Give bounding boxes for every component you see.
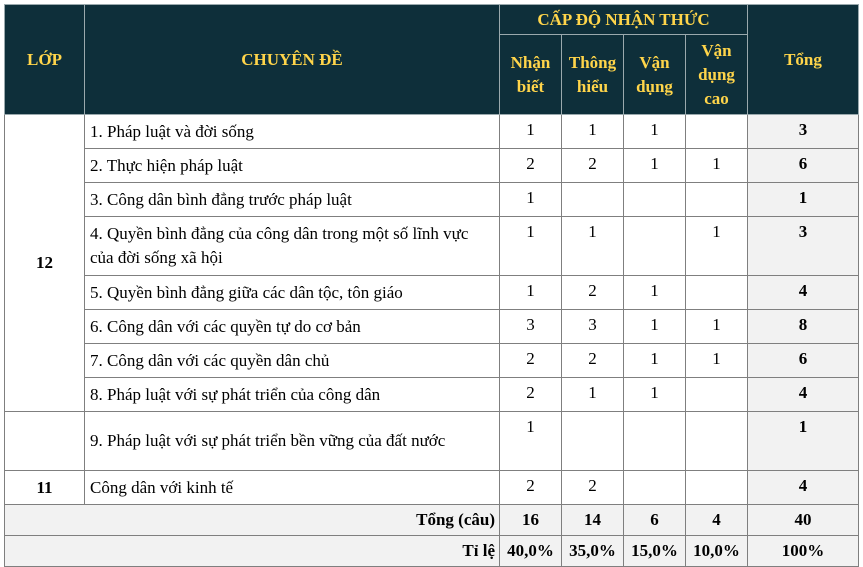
topic-cell: 3. Công dân bình đẳng trước pháp luật — [85, 183, 500, 217]
table-row — [5, 183, 859, 217]
table-row — [5, 217, 859, 276]
van-dung-cao-cell: 1 — [686, 344, 748, 378]
tong-cell: 6 — [748, 344, 859, 378]
nhan-biet-cell: 2 — [500, 344, 562, 378]
nhan-biet-cell: 2 — [500, 471, 562, 505]
ti-le-nhan-biet: 40,0% — [500, 536, 562, 567]
topic-cell: 4. Quyền bình đẳng của công dân trong một số lĩnh vực của đời sống xã hội — [85, 217, 500, 276]
thong-hieu-cell: 1 — [562, 115, 624, 149]
table-row — [5, 115, 859, 149]
tong-cell: 3 — [748, 115, 859, 149]
nhan-biet-cell: 2 — [500, 149, 562, 183]
thong-hieu-cell: 2 — [562, 344, 624, 378]
table-row — [5, 344, 859, 378]
topic-cell: 7. Công dân với các quyền dân chủ — [85, 344, 500, 378]
tong-cell: 1 — [748, 412, 859, 471]
ti-le-label: Tỉ lệ — [5, 536, 500, 567]
van-dung-cao-cell — [686, 183, 748, 217]
van-dung-cell: 1 — [624, 344, 686, 378]
tong-van-dung-cao: 4 — [686, 505, 748, 536]
van-dung-cao-cell — [686, 412, 748, 471]
tong-van-dung: 6 — [624, 505, 686, 536]
van-dung-cell: 1 — [624, 115, 686, 149]
thong-hieu-cell — [562, 183, 624, 217]
van-dung-cell: 1 — [624, 378, 686, 412]
header-nhan-biet: Nhận biết — [500, 35, 562, 115]
table-row — [5, 412, 859, 471]
ti-le-row — [5, 536, 859, 567]
thong-hieu-cell: 2 — [562, 276, 624, 310]
van-dung-cell — [624, 471, 686, 505]
van-dung-cell: 1 — [624, 149, 686, 183]
header-lop: LỚP — [5, 5, 85, 115]
nhan-biet-cell: 1 — [500, 115, 562, 149]
van-dung-cell: 1 — [624, 310, 686, 344]
thong-hieu-cell: 2 — [562, 149, 624, 183]
table-row — [5, 378, 859, 412]
ti-le-van-dung: 15,0% — [624, 536, 686, 567]
topic-cell: 8. Pháp luật với sự phát triển của công dân — [85, 378, 500, 412]
van-dung-cell — [624, 183, 686, 217]
topic-cell: 1. Pháp luật và đời sống — [85, 115, 500, 149]
tong-tong: 40 — [748, 505, 859, 536]
tong-cell: 4 — [748, 276, 859, 310]
van-dung-cao-cell — [686, 378, 748, 412]
tong-cell: 4 — [748, 378, 859, 412]
header-van-dung-cao: Vận dụng cao — [686, 35, 748, 115]
van-dung-cao-cell — [686, 115, 748, 149]
nhan-biet-cell: 3 — [500, 310, 562, 344]
ti-le-tong: 100% — [748, 536, 859, 567]
tong-cell: 4 — [748, 471, 859, 505]
header-van-dung: Vận dụng — [624, 35, 686, 115]
table-row — [5, 471, 859, 505]
van-dung-cao-cell: 1 — [686, 217, 748, 276]
nhan-biet-cell: 1 — [500, 217, 562, 276]
tong-nhan-biet: 16 — [500, 505, 562, 536]
van-dung-cao-cell: 1 — [686, 310, 748, 344]
tong-cell: 3 — [748, 217, 859, 276]
thong-hieu-cell: 1 — [562, 217, 624, 276]
matrix-table — [4, 4, 859, 567]
ti-le-thong-hieu: 35,0% — [562, 536, 624, 567]
header-cap-do: CẤP ĐỘ NHẬN THỨC — [500, 5, 748, 35]
topic-cell: 2. Thực hiện pháp luật — [85, 149, 500, 183]
nhan-biet-cell: 2 — [500, 378, 562, 412]
van-dung-cao-cell — [686, 276, 748, 310]
topic-cell: 9. Pháp luật với sự phát triển bền vững của đất nước — [85, 412, 500, 471]
table-row — [5, 310, 859, 344]
thong-hieu-cell: 1 — [562, 378, 624, 412]
header-chuyen-de: CHUYÊN ĐỀ — [85, 5, 500, 115]
nhan-biet-cell: 1 — [500, 412, 562, 471]
topic-cell: 6. Công dân với các quyền tự do cơ bản — [85, 310, 500, 344]
lop-12-cell: 12 — [5, 115, 85, 412]
tong-cau-row — [5, 505, 859, 536]
topic-cell: Công dân với kinh tế — [85, 471, 500, 505]
header-tong: Tổng — [748, 5, 859, 115]
header-thong-hieu: Thông hiểu — [562, 35, 624, 115]
tong-cell: 1 — [748, 183, 859, 217]
nhan-biet-cell: 1 — [500, 276, 562, 310]
tong-cau-label: Tổng (câu) — [5, 505, 500, 536]
lop-11-cell: 11 — [5, 471, 85, 505]
ti-le-van-dung-cao: 10,0% — [686, 536, 748, 567]
van-dung-cell: 1 — [624, 276, 686, 310]
thong-hieu-cell: 2 — [562, 471, 624, 505]
van-dung-cao-cell — [686, 471, 748, 505]
van-dung-cell — [624, 217, 686, 276]
thong-hieu-cell — [562, 412, 624, 471]
table-row — [5, 149, 859, 183]
tong-cell: 6 — [748, 149, 859, 183]
table-row — [5, 276, 859, 310]
nhan-biet-cell: 1 — [500, 183, 562, 217]
van-dung-cao-cell: 1 — [686, 149, 748, 183]
thong-hieu-cell: 3 — [562, 310, 624, 344]
lop-empty-cell — [5, 412, 85, 471]
van-dung-cell — [624, 412, 686, 471]
tong-cell: 8 — [748, 310, 859, 344]
topic-cell: 5. Quyền bình đẳng giữa các dân tộc, tôn giáo — [85, 276, 500, 310]
tong-thong-hieu: 14 — [562, 505, 624, 536]
